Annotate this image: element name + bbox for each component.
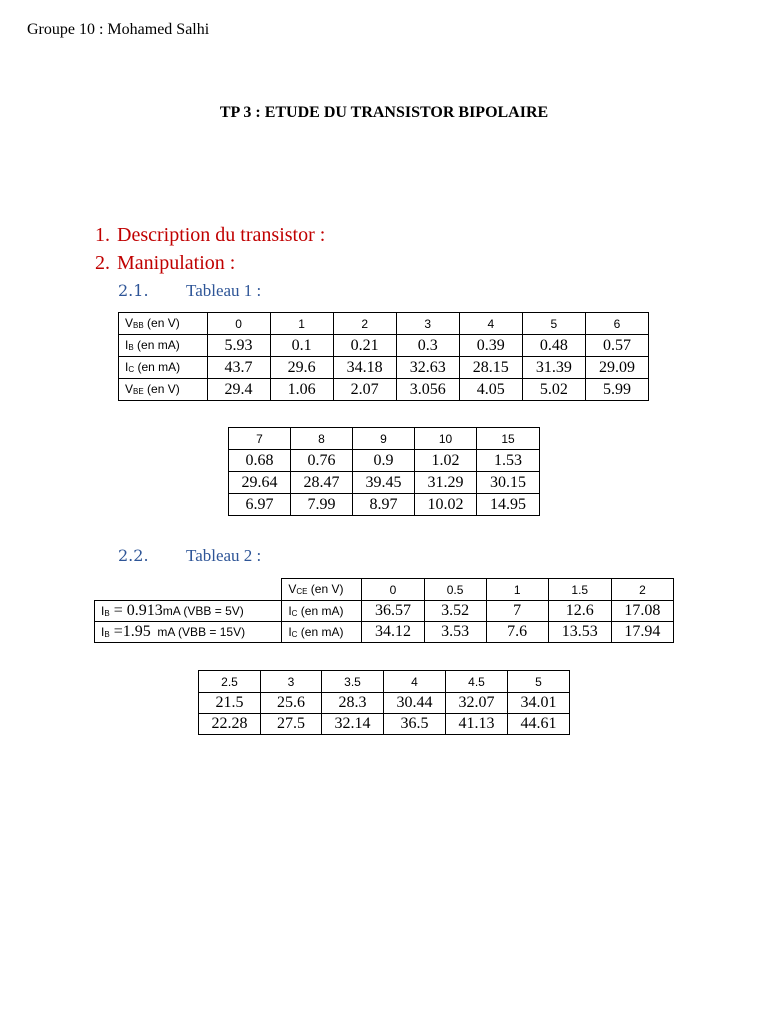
section-2-heading [95, 252, 235, 275]
table-cell: 5 [508, 671, 570, 693]
label-symbol: I [101, 625, 105, 639]
table-cell: 0.1 [270, 335, 333, 357]
subsection-2-2-heading [118, 546, 261, 566]
label-subscript: B [104, 609, 110, 618]
table-cell: 30.15 [477, 472, 540, 494]
table-cell: 29.64 [229, 472, 291, 494]
table1-ic-row [119, 357, 649, 379]
label-unit: (en mA) [134, 360, 181, 374]
label-symbol: V [288, 582, 297, 596]
table-cell: 28.47 [291, 472, 353, 494]
ib-value: 0.913 [126, 602, 163, 619]
table-cell: 10 [415, 428, 477, 450]
table2-ib2-row [199, 714, 570, 735]
table-cell: 7 [229, 428, 291, 450]
label-symbol: I [125, 338, 129, 352]
table-cell: 32.63 [396, 357, 459, 379]
table-cell: 14.95 [477, 494, 540, 516]
subsection-number: 2.2. [118, 546, 149, 565]
table-cell: 4 [384, 671, 446, 693]
table-cell: 28.15 [459, 357, 522, 379]
table1-row-label [119, 357, 208, 379]
table-cell: 2.5 [199, 671, 261, 693]
table-cell: 22.28 [199, 714, 261, 735]
document-title: TP 3 : ETUDE DU TRANSISTOR BIPOLAIRE [219, 104, 549, 121]
label-symbol: V [125, 382, 134, 396]
table-cell: 34.12 [362, 622, 424, 643]
label-subscript: CE [296, 587, 308, 596]
table-cell: 43.7 [207, 357, 270, 379]
label-subscript: C [291, 608, 298, 618]
table-cell: 7 [486, 601, 548, 622]
table-cell: 1 [486, 579, 548, 601]
table2-ib1-row [199, 693, 570, 714]
label-equals: = [109, 623, 123, 640]
table-cell: 4.5 [446, 671, 508, 693]
table-cell: 0.48 [522, 335, 585, 357]
table2-ib-label [95, 601, 282, 622]
table1-ib-row [119, 335, 649, 357]
table-cell: 1.02 [415, 450, 477, 472]
table2-vce-row [199, 671, 570, 693]
table2-ib-label [95, 622, 282, 643]
table-cell: 8 [291, 428, 353, 450]
table-cell: 0 [362, 579, 424, 601]
label-subscript: B [128, 343, 134, 352]
table-cell: 1.5 [548, 579, 611, 601]
section-number: 1. [95, 224, 110, 246]
table-cell: 28.3 [322, 693, 384, 714]
table-cell: 41.13 [446, 714, 508, 735]
label-subscript: BE [133, 387, 144, 396]
subsection-number: 2.1. [118, 281, 149, 300]
table2-part2 [198, 670, 570, 735]
table-cell: 32.14 [322, 714, 384, 735]
label-subscript: B [104, 630, 110, 639]
table-cell: 34.18 [333, 357, 396, 379]
table-cell: 29.09 [585, 357, 648, 379]
table-cell: 0.39 [459, 335, 522, 357]
label-symbol: I [101, 604, 105, 618]
label-subscript: BB [133, 321, 144, 330]
table-cell: 6 [585, 313, 648, 335]
table-cell: 2.07 [333, 379, 396, 401]
subsection-label: Tableau 2 : [186, 546, 262, 565]
ib-value: 1.95 [122, 623, 151, 640]
table-cell: 27.5 [261, 714, 322, 735]
table-cell: 3 [396, 313, 459, 335]
section-label: Description du transistor : [117, 224, 326, 246]
author-line: Groupe 10 : Mohamed Salhi [27, 21, 210, 38]
table1-vbb-row [229, 428, 540, 450]
table-cell: 1.06 [270, 379, 333, 401]
table2-header-label [282, 579, 362, 601]
label-equals: = [109, 602, 127, 619]
table-cell: 3.056 [396, 379, 459, 401]
table-cell: 5 [522, 313, 585, 335]
table-cell: 10.02 [415, 494, 477, 516]
table-cell: 4 [459, 313, 522, 335]
table2-ib2-row [95, 622, 674, 643]
table-cell: 21.5 [199, 693, 261, 714]
table-cell: 2 [333, 313, 396, 335]
table-cell: 4.05 [459, 379, 522, 401]
table-cell: 29.4 [207, 379, 270, 401]
label-unit: (en mA) [297, 603, 344, 618]
table-cell: 1.53 [477, 450, 540, 472]
table-cell: 9 [353, 428, 415, 450]
table-cell: 13.53 [548, 622, 611, 643]
table1-part1 [118, 312, 649, 401]
table1-row-label [119, 313, 208, 335]
label-subscript: C [128, 365, 135, 374]
label-symbol: V [125, 316, 134, 330]
label-unit: (en V) [307, 582, 344, 596]
table-cell: 0 [207, 313, 270, 335]
label-unit: (en V) [143, 316, 180, 330]
table1-row-label [119, 379, 208, 401]
table1-vbb-row [119, 313, 649, 335]
table-cell: 0.68 [229, 450, 291, 472]
table-cell: 1 [270, 313, 333, 335]
table-cell: 3 [261, 671, 322, 693]
label-unit: mA (VBB = 15V) [150, 625, 246, 639]
table-cell: 2 [611, 579, 673, 601]
table-cell: 32.07 [446, 693, 508, 714]
table-cell: 3.52 [424, 601, 486, 622]
table-cell: 31.39 [522, 357, 585, 379]
table1-vbe-row [119, 379, 649, 401]
empty-corner-cell [95, 579, 282, 601]
section-label: Manipulation : [117, 252, 236, 274]
table-cell: 36.57 [362, 601, 424, 622]
label-unit: mA (VBB = 5V) [162, 604, 244, 618]
subsection-label: Tableau 1 : [186, 281, 262, 300]
label-subscript: C [291, 629, 298, 639]
table1-vbe-row [229, 494, 540, 516]
table-cell: 31.29 [415, 472, 477, 494]
table2-ic-label [282, 622, 362, 643]
table-cell: 44.61 [508, 714, 570, 735]
label-unit: (en mA) [297, 624, 344, 639]
table-cell: 29.6 [270, 357, 333, 379]
table-cell: 5.93 [207, 335, 270, 357]
table-cell: 17.08 [611, 601, 673, 622]
table-cell: 0.57 [585, 335, 648, 357]
table-cell: 7.6 [486, 622, 548, 643]
table-cell: 3.53 [424, 622, 486, 643]
table-cell: 7.99 [291, 494, 353, 516]
table1-ib-row [229, 450, 540, 472]
subsection-2-1-heading [118, 281, 261, 301]
table2-part1 [94, 578, 674, 643]
table-cell: 0.9 [353, 450, 415, 472]
label-symbol: I [288, 624, 292, 639]
table-cell: 0.5 [424, 579, 486, 601]
table-cell: 25.6 [261, 693, 322, 714]
table-cell: 39.45 [353, 472, 415, 494]
table-cell: 36.5 [384, 714, 446, 735]
label-symbol: I [288, 603, 292, 618]
table-cell: 0.21 [333, 335, 396, 357]
table1-part2 [228, 427, 540, 516]
table2-ic-label [282, 601, 362, 622]
table-cell: 15 [477, 428, 540, 450]
table-cell: 6.97 [229, 494, 291, 516]
section-1-heading [95, 224, 325, 247]
section-number: 2. [95, 252, 110, 274]
label-unit: (en V) [143, 382, 180, 396]
label-unit: (en mA) [133, 338, 180, 352]
table-cell: 0.3 [396, 335, 459, 357]
table-cell: 5.02 [522, 379, 585, 401]
table-cell: 5.99 [585, 379, 648, 401]
table-cell: 30.44 [384, 693, 446, 714]
table-cell: 0.76 [291, 450, 353, 472]
table1-ic-row [229, 472, 540, 494]
table1-row-label [119, 335, 208, 357]
table-cell: 8.97 [353, 494, 415, 516]
label-symbol: I [125, 360, 129, 374]
table-cell: 17.94 [611, 622, 673, 643]
table2-vce-row [95, 579, 674, 601]
table2-ib1-row [95, 601, 674, 622]
table-cell: 12.6 [548, 601, 611, 622]
table-cell: 3.5 [322, 671, 384, 693]
table-cell: 34.01 [508, 693, 570, 714]
